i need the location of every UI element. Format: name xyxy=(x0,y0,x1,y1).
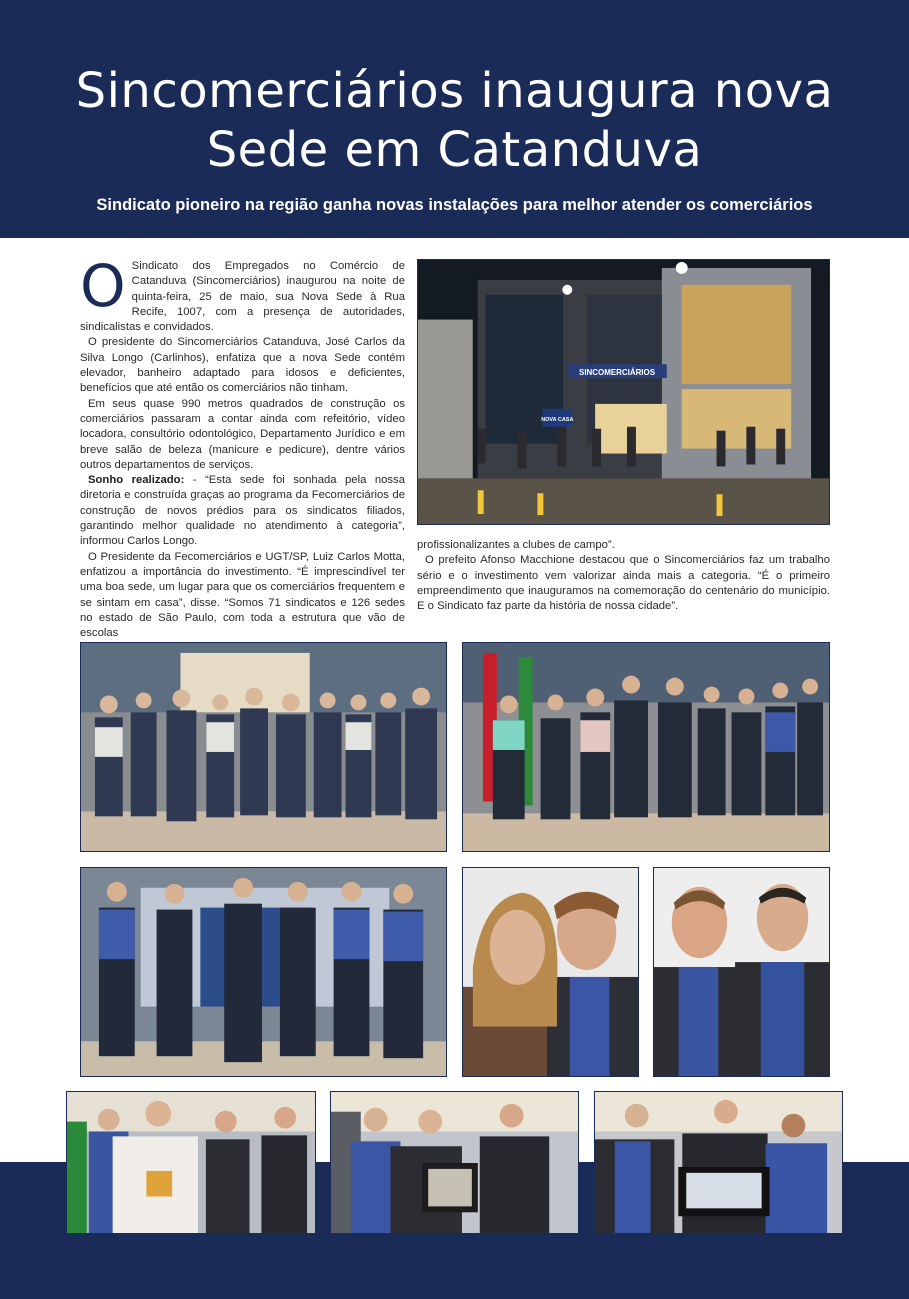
banner-text: NOVA CASA xyxy=(541,416,574,423)
dropcap: O xyxy=(80,252,126,320)
photo-couple xyxy=(462,867,639,1077)
page-title xyxy=(0,62,909,180)
header-band xyxy=(0,0,909,238)
article-column-left xyxy=(80,252,405,641)
photo-group-2 xyxy=(462,642,830,852)
paragraph-4: Sonho realizado: - “Esta sede foi sonhada pela nossa diretoria e construída graças ao programa da Fecomerciários de construção de novos prédios para os sindicatos filiados, garantindo melhor qualidade no atendimento à categoria”, informou Carlos Longo. xyxy=(80,474,405,548)
photo-blessing xyxy=(66,1091,316,1234)
photo-plaque-1 xyxy=(330,1091,579,1234)
paragraph-6: profissionalizantes a clubes de campo”. xyxy=(417,539,615,551)
title-line-1: Sincomerciários inaugura nova xyxy=(75,63,834,119)
section-lead: Sonho realizado: xyxy=(88,474,185,487)
photo-two-men xyxy=(653,867,830,1077)
photo-group-1 xyxy=(80,642,447,852)
photo-speech xyxy=(80,867,447,1077)
photo-plaque-2 xyxy=(594,1091,843,1234)
article-column-right xyxy=(417,538,830,614)
paragraph-2: O presidente do Sincomerciários Catanduva, José Carlos da Silva Longo (Carlinhos), enfatiza que a nova Sede contém elevador, banheiro adaptado para idosos e deficientes, benefícios que até então os comerciários não tinham. xyxy=(80,336,405,395)
paragraph-1: O Sindicato dos Empregados no Comércio de Catanduva (Sincomerciários) inaugurou na noite de quinta-feira, 25 de maio, sua Nova Sede à Rua Recife, 1007, com a presença de autoridades, sindicalistas e convidados. xyxy=(80,252,405,334)
photo-building-night xyxy=(417,259,830,525)
building-sign-text: SINCOMERCIÁRIOS xyxy=(579,368,656,378)
title-line-2: Sede em Catanduva xyxy=(206,122,703,178)
subtitle: Sindicato pioneiro na região ganha novas instalações para melhor atender os comerciários xyxy=(96,196,813,214)
paragraph-3: Em seus quase 990 metros quadrados de construção os comerciários passaram a contar ainda com refeitório, vídeo locadora, consultório odontológico, Departamento Jurídico e em breve salão de beleza (manicure e pedicure), dentre vários outros departamentos de serviços. xyxy=(80,397,405,471)
paragraph-5: O Presidente da Fecomerciários e UGT/SP, Luiz Carlos Motta, enfatizou a importância do investimento. “É imprescindível ter uma boa sede, um lugar para que os comerciários frequentem e se sintam em casa”, disse. “Somos 71 sindicatos e 126 sedes no estado de São Paulo, com toda a estrutura que vão de escolas xyxy=(80,550,405,640)
paragraph-7: O prefeito Afonso Macchione destacou que o Sincomerciários faz um trabalho sério e o investimento vem valorizar ainda mais a categoria. “É o primeiro empreendimento que inauguramos na comemoração do centenário do município. E o Sindicato faz parte da história de nossa cidade”. xyxy=(417,554,830,613)
